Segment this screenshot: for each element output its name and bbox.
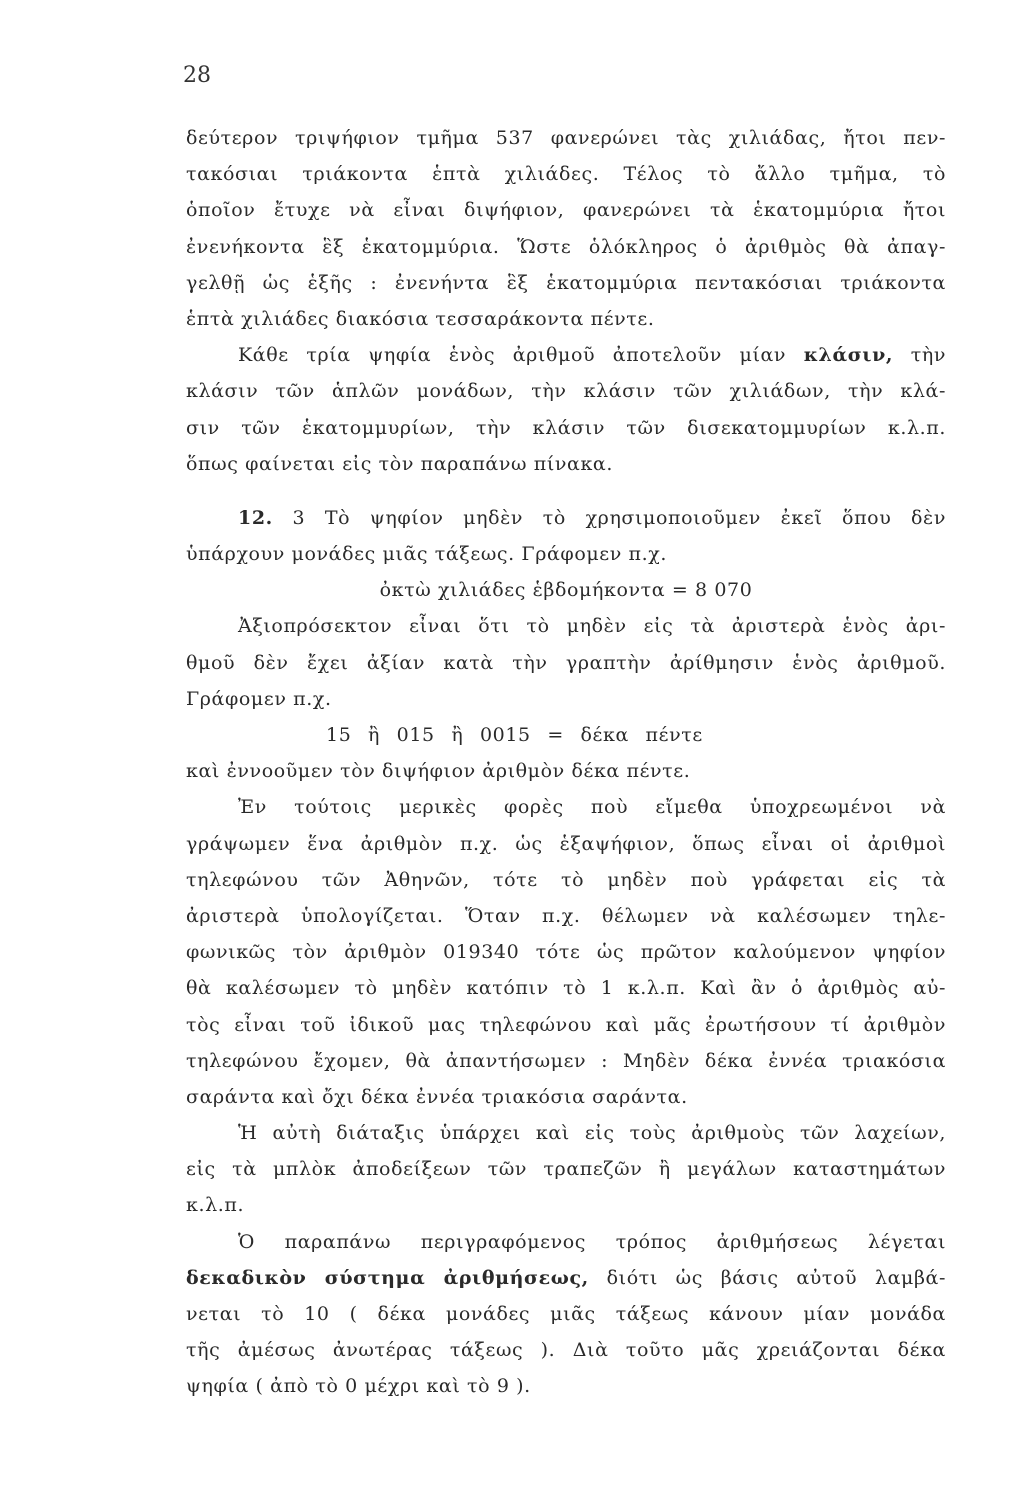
paragraph-7-line: νεται τὸ 10 ( δέκα μονάδες μιᾶς τάξεως κάνουν μίαν μονάδα: [186, 1303, 946, 1325]
paragraph-2-first-line: [186, 337, 946, 373]
paragraph-4-line: καὶ ἐννοοῦμεν τὸν διψήφιον ἀριθμὸν δέκα πέντε.: [186, 760, 691, 783]
paragraph-7-line: τῆς ἀμέσως ἀνωτέρας τάξεως ). Διὰ τοῦτο μᾶς χρειάζονται δέκα: [186, 1339, 946, 1362]
paragraph-5-line: θὰ καλέσωμεν τὸ μηδὲν κατόπιν τὸ 1 κ.λ.π. Καὶ ἂν ὁ ἀριθμὸς αὐ-: [186, 977, 946, 1000]
paragraph-2-text: Κάθε τρία ψηφία ἑνὸς ἀριθμοῦ ἀποτελοῦν μίαν: [238, 344, 787, 367]
paragraph-7-line: ψηφία ( ἀπὸ τὸ 0 μέχρι καὶ τὸ 9 ).: [186, 1375, 531, 1398]
paragraph-1-line: δεύτερον τριψήφιον τμῆμα 537 φανερώνει τὰς χιλιάδας, ἤτοι πεν-: [186, 127, 946, 149]
paragraph-3-line: Ἀξιοπρόσεκτον εἶναι ὅτι τὸ μηδὲν εἰς τὰ ἀριστερὰ ἑνὸς ἀρι-: [238, 615, 946, 638]
paragraph-6-line: εἰς τὰ μπλὸκ ἀποδείξεων τῶν τραπεζῶν ἢ μεγάλων καταστημάτων: [186, 1158, 946, 1181]
paragraph-5-line: ἀριστερὰ ὑπολογίζεται. Ὅταν π.χ. θέλωμεν νὰ καλέσωμεν τηλε-: [186, 904, 946, 927]
section-number: 12.: [238, 506, 273, 529]
paragraph-1-line: ἐνενήκοντα ἓξ ἑκατομμύρια. Ὥστε ὁλόκληρος ὁ ἀριθμὸς θὰ ἀπαγ-: [186, 235, 946, 258]
math-example: 15 ἢ 015 ἢ 0015 = δέκα πέντε: [326, 724, 703, 746]
paragraph-2-line: σιν τῶν ἑκατομμυρίων, τὴν κλάσιν τῶν δισεκατομμυρίων κ.λ.π.: [186, 416, 946, 439]
paragraph-5-line: Ἐν τούτοις μερικὲς φορὲς ποὺ εἴμεθα ὑποχρεωμένοι νὰ: [238, 796, 946, 819]
paragraph-6-line: Ἡ αὐτὴ διάταξις ὑπάρχει καὶ εἰς τοὺς ἀριθμοὺς τῶν λαχείων,: [238, 1122, 946, 1145]
section-subnumber: 3: [292, 506, 306, 529]
section-line: ὑπάρχουν μονάδες μιᾶς τάξεως. Γράφομεν π.χ.: [186, 543, 668, 566]
paragraph-3-line: Γράφομεν π.χ.: [186, 687, 332, 710]
section-heading-line: [186, 500, 946, 536]
paragraph-7-text: διότι ὡς βάσις αὐτοῦ λαμβά-: [606, 1266, 947, 1289]
paragraph-6-line: κ.λ.π.: [186, 1194, 245, 1217]
paragraph-1-line: τακόσιαι τριάκοντα ἑπτὰ χιλιάδες. Τέλος τὸ ἄλλο τμῆμα, τὸ: [186, 163, 946, 186]
paragraph-2-line: ὅπως φαίνεται εἰς τὸν παραπάνω πίνακα.: [186, 452, 614, 475]
paragraph-2-line: κλάσιν τῶν ἁπλῶν μονάδων, τὴν κλάσιν τῶν χιλιάδων, τὴν κλά-: [186, 380, 946, 403]
paragraph-5-line: τὸς εἶναι τοῦ ἰδικοῦ μας τηλεφώνου καὶ μᾶς ἐρωτήσουν τί ἀριθμὸν: [186, 1013, 946, 1036]
paragraph-1-line: γελθῇ ὡς ἑξῆς : ἐνενήντα ἓξ ἑκατομμύρια πεντακόσιαι τριάκοντα: [186, 271, 946, 294]
paragraph-5-line: τηλεφώνου τῶν Ἀθηνῶν, τότε τὸ μηδὲν ποὺ γράφεται εἰς τὰ: [186, 868, 946, 891]
paragraph-3-line: θμοῦ δὲν ἔχει ἀξίαν κατὰ τὴν γραπτὴν ἀρίθμησιν ἑνὸς ἀριθμοῦ.: [186, 651, 946, 674]
paragraph-5-line: γράψωμεν ἕνα ἀριθμὸν π.χ. ὡς ἑξαψήφιον, ὅπως εἶναι οἱ ἀριθμοὶ: [186, 832, 946, 855]
example-line: ὀκτὼ χιλιάδες ἑβδομήκοντα = 8 070: [379, 579, 753, 602]
paragraph-2-text: τὴν: [910, 344, 946, 367]
paragraph-7-second-line: [186, 1260, 946, 1296]
page-number: 28: [183, 63, 211, 88]
term-decimal-system: δεκαδικὸν σύστημα ἀριθμήσεως,: [186, 1266, 589, 1289]
section-text: Τὸ ψηφίον μηδὲν τὸ χρησιμοποιοῦμεν ἐκεῖ ὅπου δὲν: [324, 506, 947, 529]
paragraph-5-line: σαράντα καὶ ὄχι δέκα ἐννέα τριακόσια σαράντα.: [186, 1085, 688, 1108]
paragraph-1-line: ἑπτὰ χιλιάδες διακόσια τεσσαράκοντα πέντε.: [186, 307, 655, 330]
paragraph-5-line: φωνικῶς τὸν ἀριθμὸν 019340 τότε ὡς πρῶτον καλούμενον ψηφίον: [186, 941, 946, 964]
page-body: [186, 120, 946, 1405]
paragraph-5-line: τηλεφώνου ἔχομεν, θὰ ἀπαντήσωμεν : Μηδὲν δέκα ἐννέα τριακόσια: [186, 1049, 946, 1072]
section-gap: [186, 482, 946, 500]
term-klasin: κλάσιν,: [803, 344, 894, 367]
paragraph-1-line: ὁποῖον ἔτυχε νὰ εἶναι διψήφιον, φανερώνει τὰ ἑκατομμύρια ἤτοι: [186, 199, 946, 222]
paragraph-7-line: Ὁ παραπάνω περιγραφόμενος τρόπος ἀριθμήσεως λέγεται: [238, 1230, 946, 1253]
